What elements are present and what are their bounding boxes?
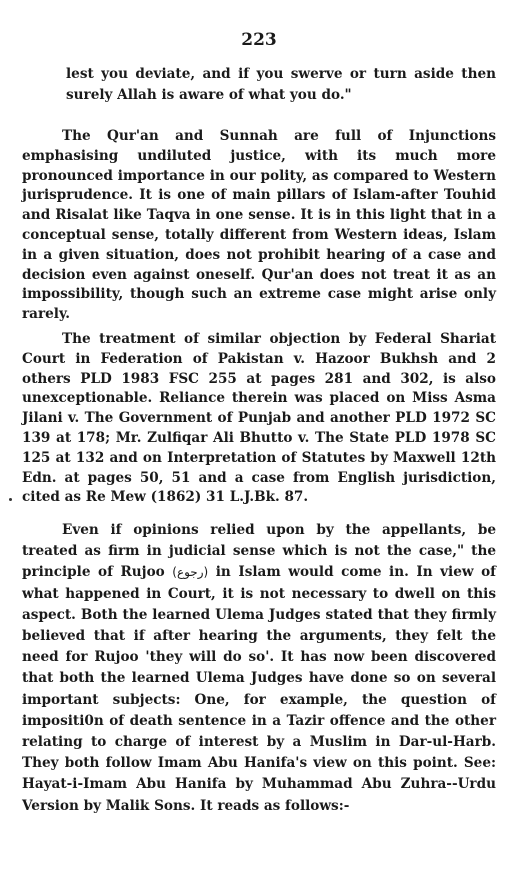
paragraph-justice-text: The Qur'an and Sunnah are full of Injunctions emphasising undiluted justice, with its much more pronounced importance in our polity, as compared to Western jurisprudence. It is one of main pillars of Islam-after Touhid and Risalat like Taqva in one sense. It is in this light that in a conceptual sense, totally different from Western ideas, Islam in a given situation, does not prohibit hearing of a case and decision even against oneself. Qur'an does not treat it as an impossibility, though such an extreme case might arise only rarely. bbox=[22, 128, 496, 323]
paragraph-rujoo-after: in Islam would come in. In view of what happened in Court, it is not necessary to dwell on this aspect. Both the learned Ulema Judges stated that they firmly believed that if after hearing the arguments, they felt the need for Rujoo 'they will do so'. It has now been discovered that both the learned Ulema Judges have done so on several important subjects: One, for example, the question of impositi0n of death sentence in a Tazir offence and the other relating to charge of interest by a Muslim in Dar-ul-Harb. They both follow Imam Abu Hanifa's view on this point. See: Hayat-i-Imam Abu Hanifa by Muhammad Abu Zuhra--Urdu Version by Malik Sons. It reads as follows:- bbox=[22, 564, 497, 814]
paragraph-precedents-text: The treatment of similar objection by Federal Shariat Court in Federation of Pakistan v. Hazoor Bukhsh and 2 others PLD 1983 FSC 255 at pages 281 and 302, is also unexceptionable. Reliance therein was placed on Miss Asma Jilani v. The Government of Punjab and another PLD 1972 SC 139 at 178; Mr. Zulfiqar Ali Bhutto v. The State PLD 1978 SC 125 at 132 and on Interpretation of Statutes by Maxwell 12th Edn. at pages 50, 51 and a case from English jurisdiction, cited as Re Mew (1862) 31 L.J.Bk. 87. bbox=[22, 331, 496, 506]
paragraph-precedents bbox=[22, 330, 496, 508]
paragraph-rujoo-body bbox=[22, 520, 496, 817]
quote-continuation: lest you deviate, and if you swerve or turn aside then surely Allah is aware of what you do." bbox=[66, 66, 496, 103]
paragraph-rujoo bbox=[22, 520, 496, 817]
arabic-term-rujoo: (رجوع) bbox=[172, 565, 209, 580]
margin-mark bbox=[9, 498, 12, 501]
paragraph-rujoo-before: Even if opinions relied upon by the appellants, be treated as firm in judicial sense which is not the case," the principle of Rujoo bbox=[22, 522, 496, 581]
document-page bbox=[22, 0, 496, 871]
page-number: 223 bbox=[241, 30, 277, 50]
paragraph-justice bbox=[22, 127, 496, 325]
